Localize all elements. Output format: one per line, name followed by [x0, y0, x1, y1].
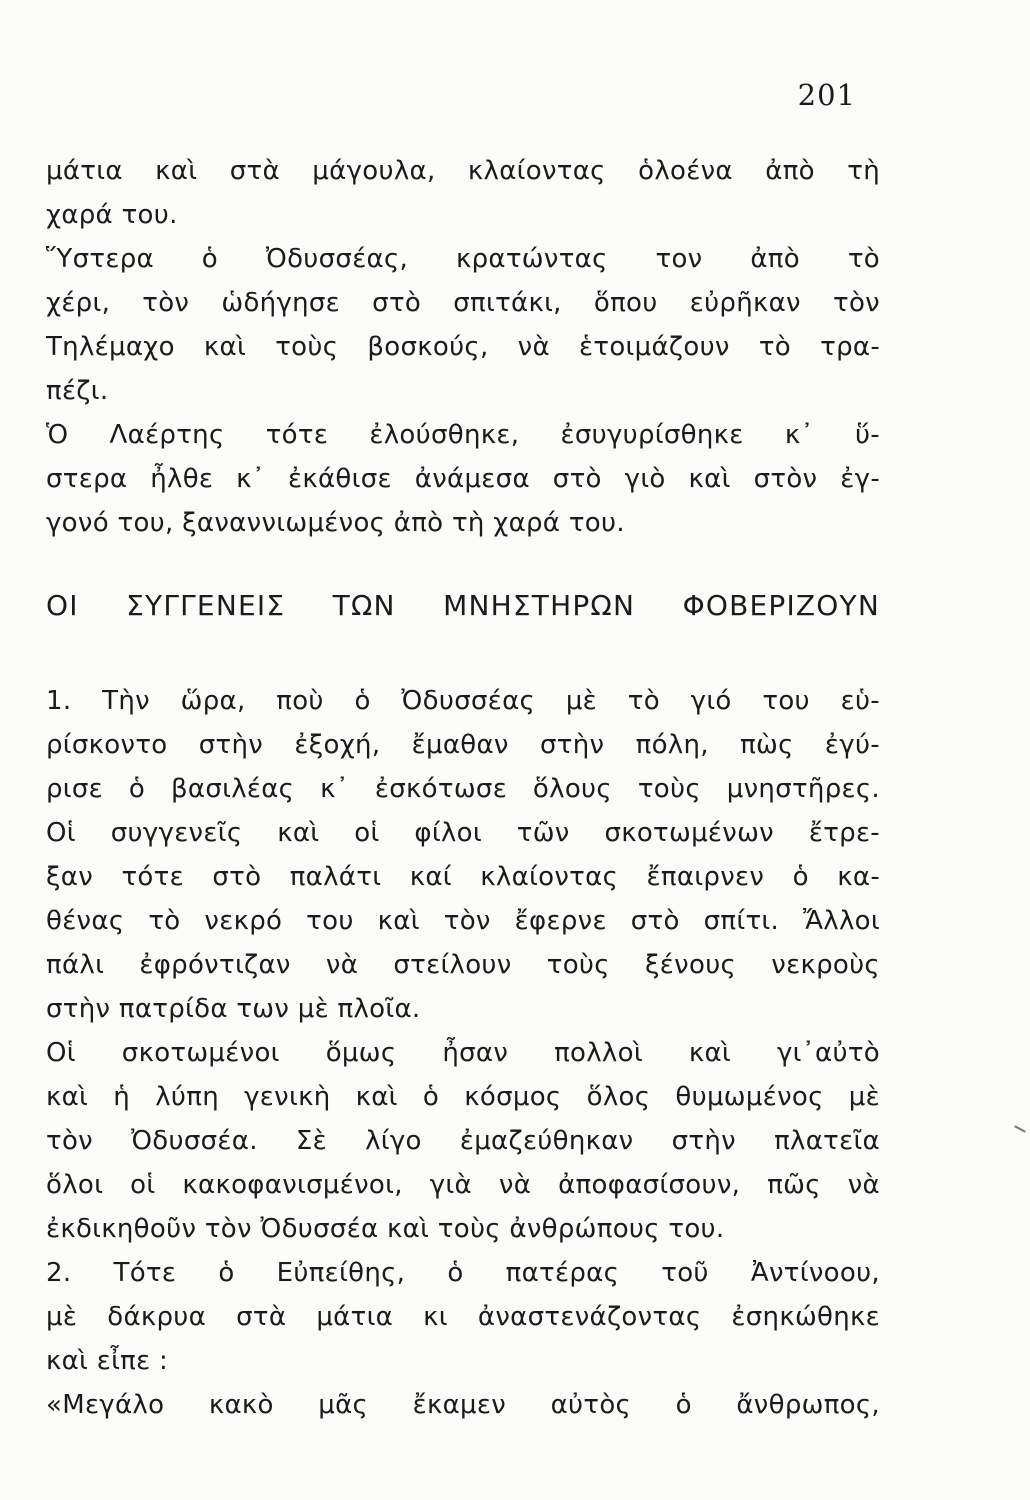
- section-2-text: [46, 679, 880, 1427]
- text-line: χαρά του.: [46, 200, 178, 230]
- section-1-text: [46, 149, 880, 545]
- scan-mark: [1014, 1125, 1026, 1132]
- text-line: Ὁ Λαέρτης τότε ἐλούσθηκε, ἐσυγυρίσθηκε κ᾽ ὕ-: [46, 420, 880, 450]
- text-line: Οἱ σκοτωμένοι ὅμως ἦσαν πολλοὶ καὶ γι᾽αὐτὸ: [46, 1038, 880, 1068]
- text-line: στερα ἦλθε κ᾽ ἐκάθισε ἀνάμεσα στὸ γιὸ καὶ στὸν ἐγ-: [46, 464, 880, 494]
- text-line: Ὕστερα ὁ Ὀδυσσέας, κρατώντας τον ἀπὸ τὸ: [46, 244, 880, 274]
- page-number: 201: [797, 78, 856, 112]
- section-heading: ΟΙ ΣΥΓΓΕΝΕΙΣ ΤΩΝ ΜΝΗΣΤΗΡΩΝ ΦΟΒΕΡΙΖΟΥΝ: [46, 589, 880, 622]
- text-line: πέζι.: [46, 376, 109, 406]
- text-line: 2. Τότε ὁ Εὐπείθης, ὁ πατέρας τοῦ Ἀντίνοου,: [46, 1258, 880, 1288]
- text-line: «Μεγάλο κακὸ μᾶς ἔκαμεν αὐτὸς ὁ ἄνθρωπος,: [46, 1390, 880, 1420]
- text-line: καὶ εἶπε :: [46, 1346, 169, 1376]
- text-line: χέρι, τὸν ὡδήγησε στὸ σπιτάκι, ὅπου εὐρῆκαν τὸν: [46, 288, 880, 318]
- text-line: 1. Τὴν ὥρα, ποὺ ὁ Ὀδυσσέας μὲ τὸ γιό του εὑ-: [46, 686, 880, 716]
- text-line: ρισε ὁ βασιλέας κ᾽ ἐσκότωσε ὅλους τοὺς μνηστῆρες.: [46, 774, 880, 804]
- text-line: τὸν Ὀδυσσέα. Σὲ λίγο ἐμαζεύθηκαν στὴν πλατεῖα: [46, 1126, 880, 1156]
- text-line: ὅλοι οἱ κακοφανισμένοι, γιὰ νὰ ἀποφασίσουν, πῶς νὰ: [46, 1170, 880, 1200]
- text-line: Οἱ συγγενεῖς καὶ οἱ φίλοι τῶν σκοτωμένων ἔτρε-: [46, 818, 880, 848]
- text-line: καὶ ἡ λύπη γενικὴ καὶ ὁ κόσμος ὅλος θυμωμένος μὲ: [46, 1082, 880, 1112]
- text-line: γονό του, ξαναννιωμένος ἀπὸ τὴ χαρά του.: [46, 508, 625, 538]
- text-line: ξαν τότε στὸ παλάτι καί κλαίοντας ἔπαιρνεν ὁ κα-: [46, 862, 880, 892]
- text-line: στὴν πατρίδα των μὲ πλοῖα.: [46, 994, 421, 1024]
- text-line: ἐκδικηθοῦν τὸν Ὀδυσσέα καὶ τοὺς ἀνθρώπους του.: [46, 1214, 725, 1244]
- text-line: Τηλέμαχο καὶ τοὺς βοσκούς, νὰ ἑτοιμάζουν τὸ τρα-: [46, 332, 880, 362]
- text-line: μάτια καὶ στὰ μάγουλα, κλαίοντας ὁλοένα ἀπὸ τὴ: [46, 156, 880, 186]
- text-line: πάλι ἐφρόντιζαν νὰ στείλουν τοὺς ξένους νεκροὺς: [46, 950, 880, 980]
- text-line: θένας τὸ νεκρό του καὶ τὸν ἔφερνε στὸ σπίτι. Ἄλλοι: [46, 906, 880, 936]
- text-line: ρίσκοντο στὴν ἐξοχή, ἔμαθαν στὴν πόλη, πὼς ἐγύ-: [46, 730, 880, 760]
- text-line: μὲ δάκρυα στὰ μάτια κι ἀναστενάζοντας ἐσηκώθηκε: [46, 1302, 880, 1332]
